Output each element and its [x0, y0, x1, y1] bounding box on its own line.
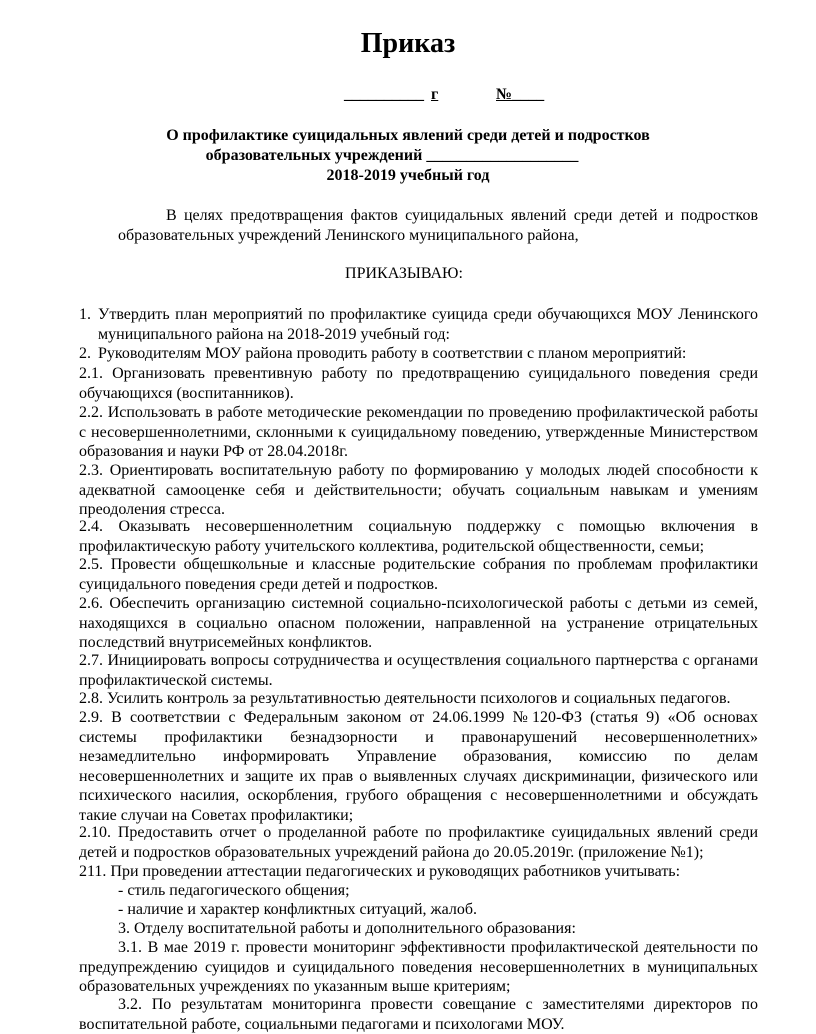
item-2-2 [79, 403, 758, 462]
item-text: При проведении аттестации педагогических и руководящих работников учитывать: [110, 863, 681, 880]
item-number: 2.10. [79, 824, 111, 841]
year-mark: г [431, 86, 439, 103]
item-text: Оказывать несовершеннолетним социальную поддержку с помощью включения в профилактическую работу учительского коллектива, родительской общественности, семьи; [79, 518, 759, 555]
heading-line-2: образовательных учреждений ___________________ [205, 147, 579, 164]
item-text: Обеспечить организацию системной социально-психологической работы с детьми из семей, находящихся в социально опасном положении, направленной на устранение отрицательных последствий внутрисемейных конфликтов. [79, 595, 759, 651]
bullet-item: - стиль педагогического общения; [118, 882, 350, 899]
item-number: 2.9. [79, 709, 103, 726]
date-blank: __________ [344, 86, 424, 103]
item-number: 211. [79, 863, 107, 880]
item-number: 2.8. [79, 690, 103, 707]
item-text: Инициировать вопросы сотрудничества и осуществления социального партнерства с органами профилактической системы. [79, 652, 759, 689]
order-number: №____ [496, 86, 545, 103]
item-2-8 [79, 689, 758, 709]
item-2-6 [79, 594, 758, 653]
item-text: Ориентировать воспитательную работу по формированию у молодых людей способности к адекватной самооценке себя и действительности; обучать социальным навыкам и умениям преодоления стресса. [79, 462, 759, 518]
item-number: 1. [79, 306, 91, 323]
item-3-2: 3.2. По результатам мониторинга провести совещание с заместителями директоров по воспитательной работе, социальными педагогами и психологами МОУ. [79, 996, 758, 1033]
heading-line-3: 2018-2019 учебный год [326, 167, 490, 184]
item-2-9 [79, 708, 758, 825]
item-2-10 [79, 823, 758, 862]
intro-paragraph: В целях предотвращения фактов суицидальных явлений среди детей и подростков образовательных учреждений Ленинского муниципального района, [118, 207, 758, 244]
item-2-7 [79, 651, 758, 690]
item-number: 2.3. [79, 462, 103, 479]
item-text: Утвердить план мероприятий по профилактике суицида среди обучающихся МОУ Ленинского муниципального района на 2018-2019 учебный год: [98, 306, 758, 343]
item-number: 2.1. [79, 365, 103, 382]
item-text: Использовать в работе методические рекомендации по проведению профилактической работы с несовершеннолетними, склонными к суицидальному поведению, утвержденные Министерством образования и науки РФ от 28.04.2018г. [79, 404, 759, 460]
bullet-item: - наличие и характер конфликтных ситуаций, жалоб. [118, 901, 477, 918]
item-number: 2.4. [79, 518, 103, 535]
item-text: Усилить контроль за результативностью деятельности психологов и социальных педагогов. [107, 690, 731, 707]
item-number: 2. [79, 345, 91, 362]
item-text: Организовать превентивную работу по предотвращению суицидального поведения среди обучающихся (воспитанников). [79, 365, 759, 402]
item-text: Провести общешкольные и классные родительские собрания по проблемам профилактики суицидального поведения среди детей и подростков. [79, 556, 759, 593]
item-number: 2.6. [79, 595, 103, 612]
item-number: 2.2. [79, 404, 103, 421]
item-3-1: 3.1. В мае 2019 г. провести мониторинг эффективности профилактической деятельности по предупреждению суицидов и суицидального поведения несовершеннолетних в муниципальных образовательных учреждениях по указанным выше критериям; [79, 939, 758, 995]
item-number: 2.7. [79, 652, 103, 669]
item-text: Предоставить отчет о проделанной работе по профилактике суицидальных явлений среди детей и подростков образовательных учреждений района до 20.05.2019г. (приложение №1); [79, 824, 758, 861]
item-211 [79, 862, 758, 882]
order-word: ПРИКАЗЫВАЮ: [345, 265, 463, 282]
document-title: Приказ [360, 28, 456, 59]
heading-line-1: О профилактике суицидальных явлений среди детей и подростков [166, 127, 650, 144]
item-2-1 [79, 364, 758, 403]
item-2-4 [79, 517, 758, 556]
item-text: В соответствии с Федеральным законом от 24.06.1999 №120-ФЗ (статья 9) «Об основах системы профилактики безнадзорности и правонарушений несовершеннолетних» незамедлительно информировать Управление образования, комиссию по делам несовершеннолетних и защите их прав о выявленных случаях дискриминации, физического или психического насилия, оскорбления, грубого обращения с несовершеннолетними и обсуждать такие случаи на Советах профилактики; [79, 709, 758, 824]
item-2-3 [79, 461, 758, 520]
item-3: 3. Отделу воспитательной работы и дополнительного образования: [118, 920, 576, 937]
item-text: Руководителям МОУ района проводить работу в соответствии с планом мероприятий: [98, 345, 687, 362]
item-number: 2.5. [79, 556, 103, 573]
item-2-5 [79, 555, 758, 594]
